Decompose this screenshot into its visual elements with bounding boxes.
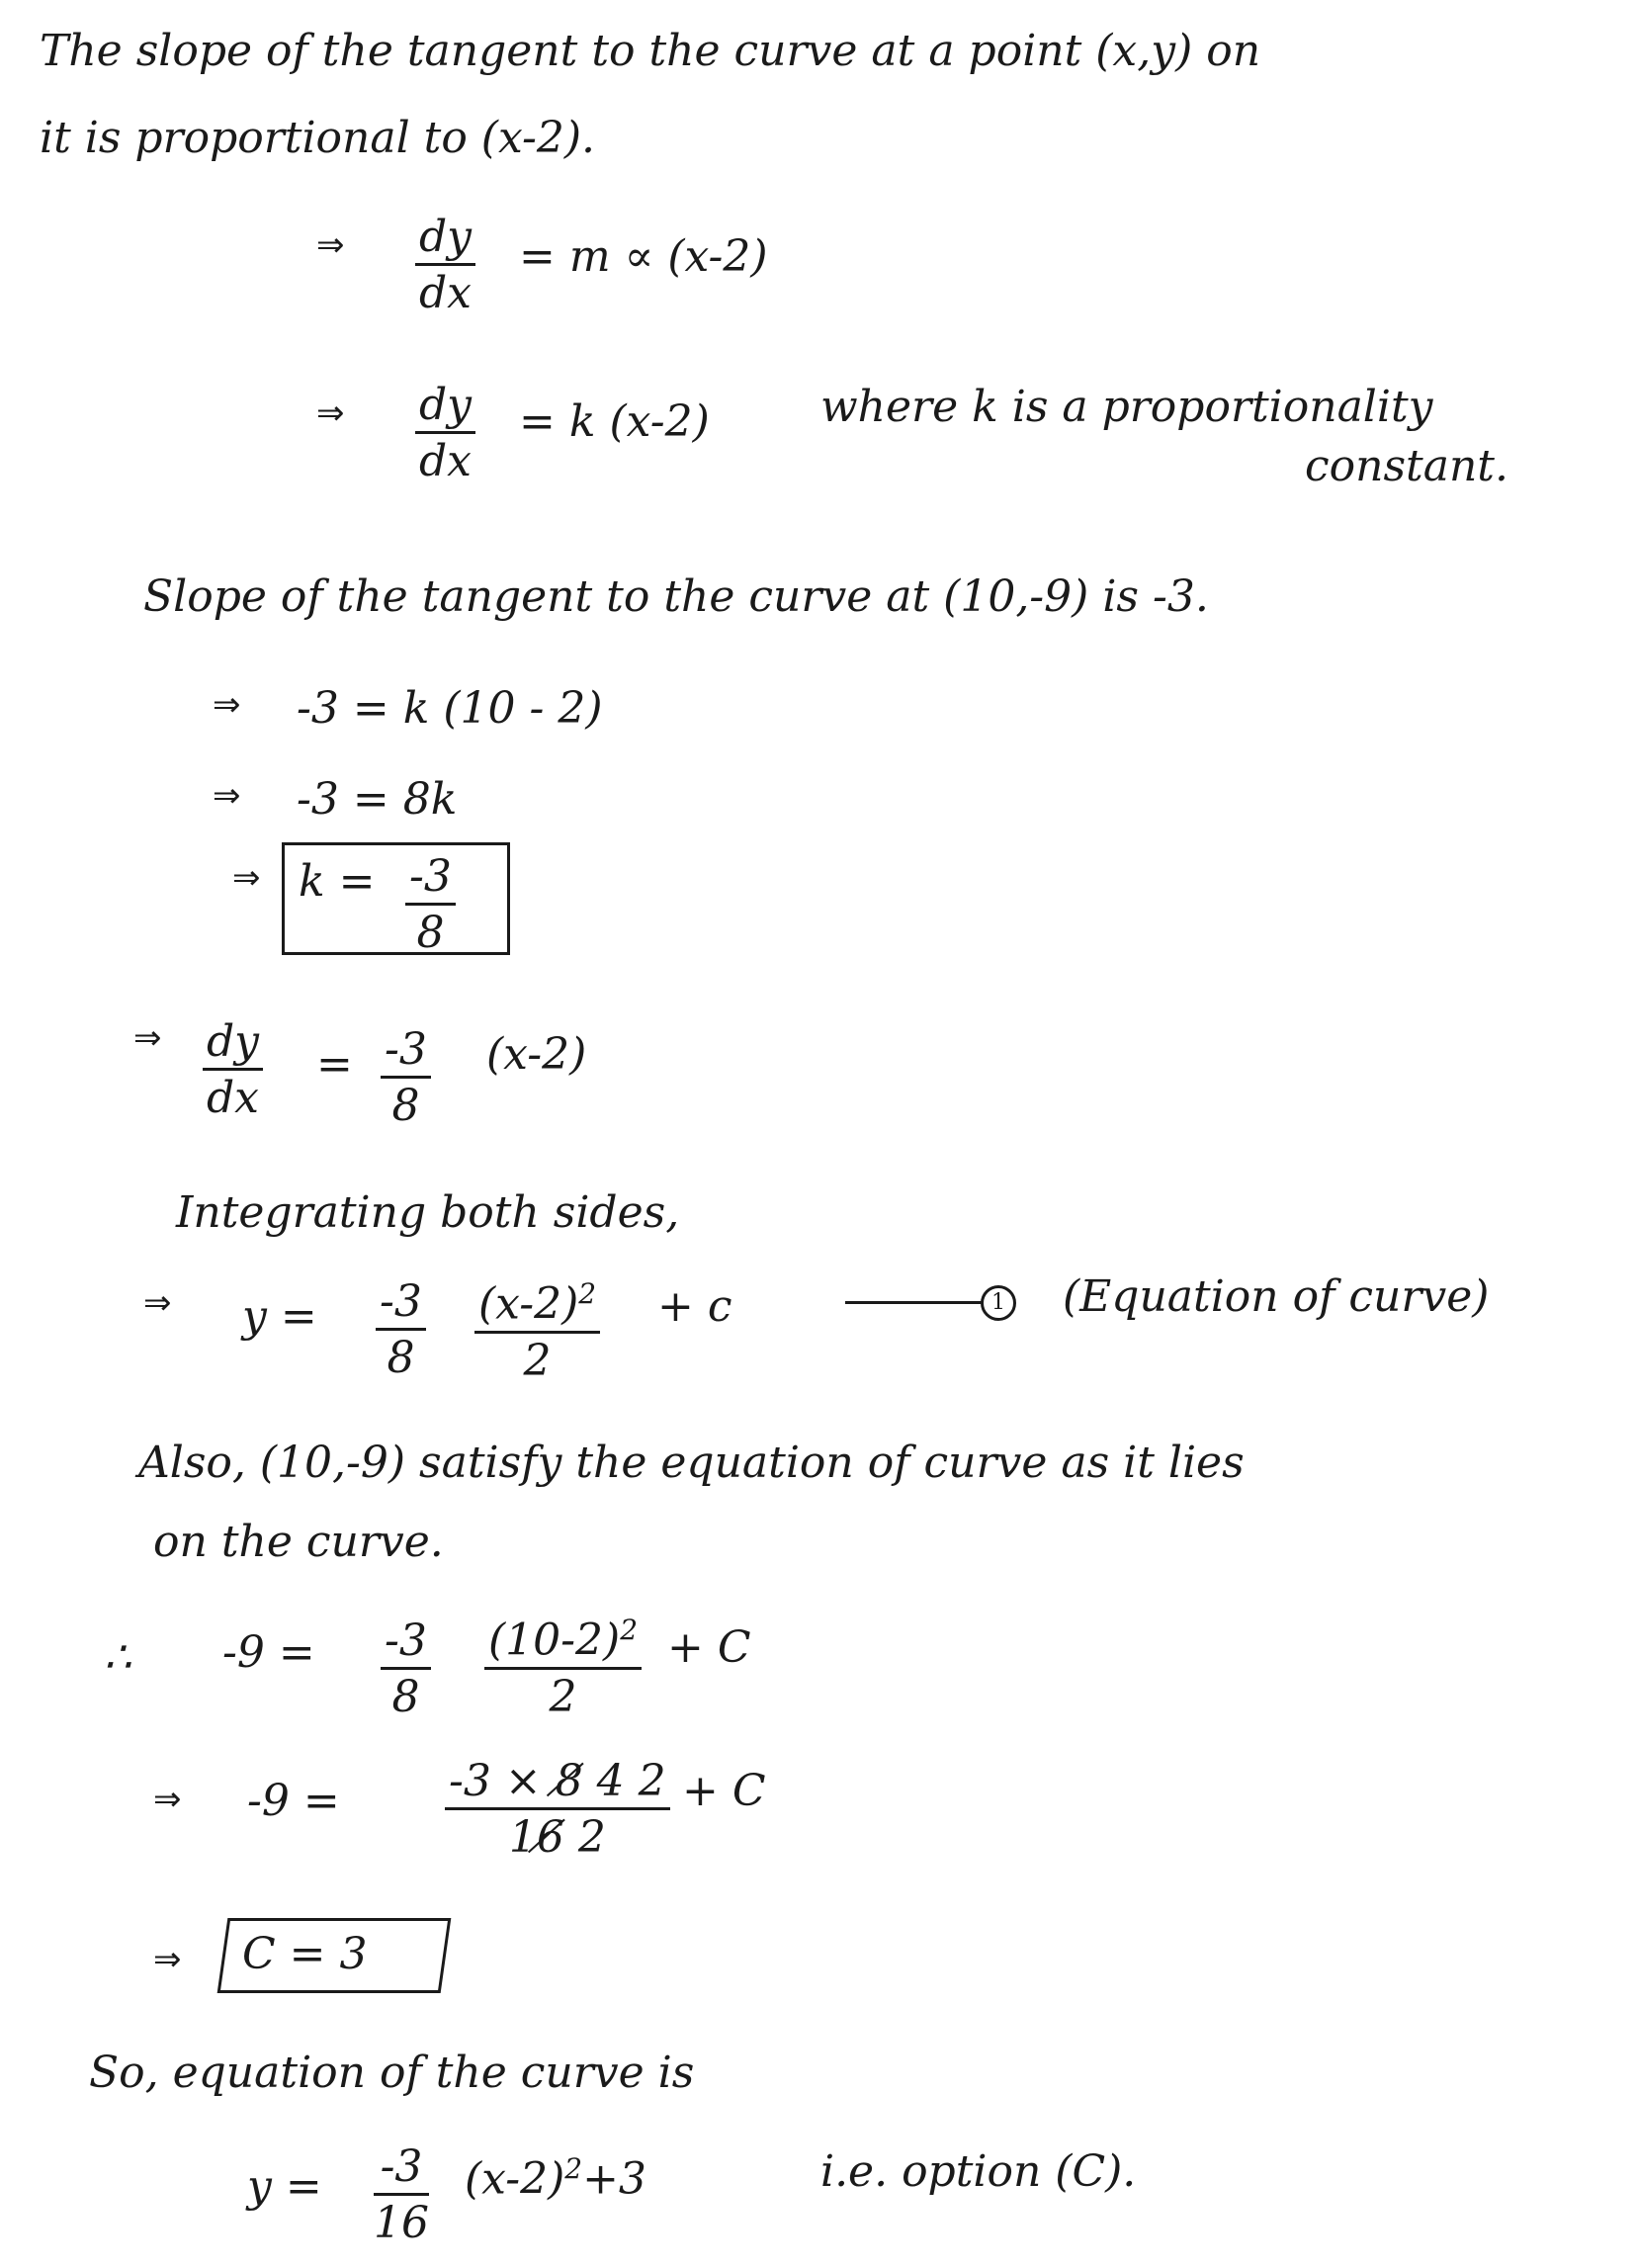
intro-line-1: The slope of the tangent to the curve at a point (x,y) on bbox=[40, 26, 1261, 76]
sub1-lhs: -9 = bbox=[222, 1627, 315, 1678]
intro-line-2: it is proportional to (x-2). bbox=[40, 113, 596, 163]
deriv-tail: (x-2) bbox=[486, 1029, 587, 1080]
fraction-denominator: 8 bbox=[391, 1081, 420, 1131]
fraction-denominator: 8 bbox=[387, 1333, 415, 1383]
fraction-numerator: -3 bbox=[374, 2145, 429, 2196]
slope-statement: Slope of the tangent to the curve at (10,-9) is -3. bbox=[143, 571, 1209, 622]
implies-arrow-5: ⇒ bbox=[232, 858, 261, 898]
implies-arrow-7: ⇒ bbox=[143, 1283, 172, 1323]
final-constant: +3 bbox=[582, 2153, 646, 2205]
fraction-numerator: -3 bbox=[405, 855, 456, 906]
constant-note-line-2: constant. bbox=[1305, 441, 1508, 491]
curve-eq-fraction-2 bbox=[474, 1277, 600, 1386]
deriv-equals: = bbox=[316, 1039, 353, 1090]
sub1-fraction-2 bbox=[484, 1614, 642, 1722]
sub2-fraction bbox=[445, 1756, 670, 1863]
fraction-numerator: -3 × 8̸ 4 2 bbox=[445, 1760, 670, 1810]
exponent: 2 bbox=[620, 1614, 639, 1646]
final-fraction bbox=[374, 2141, 429, 2248]
implies-arrow-9: ⇒ bbox=[153, 1940, 182, 1979]
fraction-denominator: dx bbox=[419, 436, 472, 486]
implies-arrow-2: ⇒ bbox=[316, 393, 345, 433]
equation-8k: -3 = 8k bbox=[297, 774, 458, 825]
implies-arrow-1: ⇒ bbox=[316, 225, 345, 265]
equation-number-marker: 1 bbox=[981, 1285, 1016, 1321]
fraction-numerator: dy bbox=[203, 1020, 263, 1071]
numerator-base: (x-2) bbox=[478, 1278, 579, 1330]
fraction-denominator: 2 bbox=[549, 1671, 577, 1722]
integrating-text: Integrating both sides, bbox=[176, 1187, 680, 1238]
fraction-denominator: dx bbox=[419, 268, 472, 318]
deriv-coefficient-fraction bbox=[381, 1024, 431, 1131]
constant-note-line-1: where k is a proportionality bbox=[820, 382, 1433, 432]
sub2-lhs: -9 = bbox=[247, 1776, 340, 1826]
fraction-denominator: 8 bbox=[391, 1672, 420, 1722]
implies-arrow-4: ⇒ bbox=[213, 776, 241, 816]
therefore-symbol: ∴ bbox=[104, 1632, 131, 1683]
fraction-denominator: 2 bbox=[523, 1335, 552, 1386]
option-answer: i.e. option (C). bbox=[820, 2146, 1137, 2197]
k-result-lhs: k = bbox=[299, 856, 376, 907]
k-result-fraction bbox=[405, 851, 456, 958]
dy-dx-fraction-3 bbox=[203, 1016, 263, 1123]
curve-eq-lhs: y = bbox=[242, 1291, 317, 1342]
fraction-numerator: -3 bbox=[381, 1619, 431, 1670]
conclusion-text: So, equation of the curve is bbox=[89, 2048, 695, 2098]
fraction-denominator: 16̸ 2 bbox=[508, 1812, 606, 1863]
equation-of-curve-label: (Equation of curve) bbox=[1063, 1271, 1490, 1322]
implies-arrow-8: ⇒ bbox=[153, 1780, 182, 1819]
fraction-numerator bbox=[484, 1616, 642, 1670]
equation-marker-line bbox=[845, 1301, 984, 1304]
implies-arrow-3: ⇒ bbox=[213, 685, 241, 725]
final-lhs: y = bbox=[247, 2161, 322, 2212]
final-exponent: 2 bbox=[564, 2152, 583, 2185]
step2-rhs: = k (x-2) bbox=[519, 396, 710, 447]
step1-rhs: = m ∝ (x-2) bbox=[519, 231, 768, 282]
c-result-text: C = 3 bbox=[242, 1929, 368, 1979]
fraction-numerator: -3 bbox=[381, 1028, 431, 1079]
fraction-numerator: -3 bbox=[376, 1280, 426, 1331]
implies-arrow-6: ⇒ bbox=[133, 1018, 162, 1058]
also-line-1: Also, (10,-9) satisfy the equation of curve as it lies bbox=[138, 1438, 1245, 1488]
dy-dx-fraction-2 bbox=[415, 380, 475, 486]
final-tail bbox=[465, 2152, 646, 2205]
curve-eq-tail: + c bbox=[657, 1281, 732, 1332]
fraction-numerator bbox=[474, 1277, 600, 1334]
equation-k-substitution: -3 = k (10 - 2) bbox=[297, 683, 603, 734]
final-base: (x-2) bbox=[465, 2153, 565, 2205]
fraction-numerator: dy bbox=[415, 216, 475, 266]
also-line-2: on the curve. bbox=[153, 1517, 444, 1567]
curve-eq-fraction-1 bbox=[376, 1276, 426, 1383]
fraction-denominator: dx bbox=[207, 1073, 259, 1123]
dy-dx-fraction-1 bbox=[415, 212, 475, 318]
sub1-fraction-1 bbox=[381, 1615, 431, 1722]
fraction-numerator: dy bbox=[415, 384, 475, 434]
numerator-base: (10-2) bbox=[488, 1614, 621, 1666]
fraction-denominator: 8 bbox=[416, 908, 445, 958]
exponent: 2 bbox=[578, 1277, 597, 1310]
sub2-tail: + C bbox=[682, 1766, 766, 1816]
fraction-denominator: 16 bbox=[374, 2198, 429, 2248]
sub1-tail: + C bbox=[667, 1622, 751, 1673]
